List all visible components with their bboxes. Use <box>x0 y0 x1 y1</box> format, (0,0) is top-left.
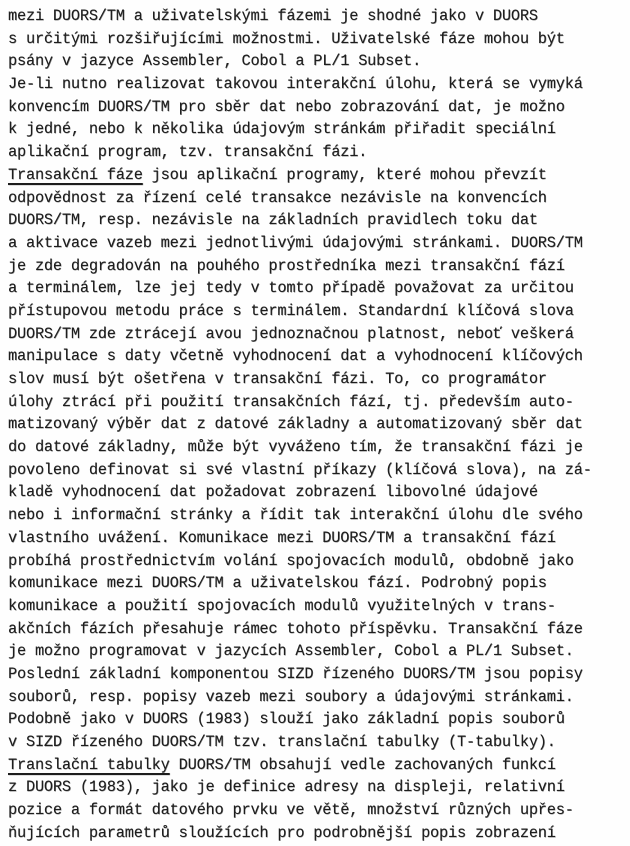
line-text: povoleno definovat si své vlastní příkazy (klíčová slova), na zá- <box>8 460 592 479</box>
line-text: je možno programovat v jazycích Assembler, Cobol a PL/1 Subset. <box>8 642 574 661</box>
line-text: matizovaný výběr dat z datové základny a automatizovaný sběr dat <box>8 415 583 434</box>
text-line <box>8 436 630 459</box>
text-line <box>8 686 630 709</box>
text-line <box>8 118 630 141</box>
text-line <box>8 323 630 346</box>
line-text: nebo i informační stránky a řídit tak interakční úlohu dle svého <box>8 506 583 525</box>
line-text: psány v jazyce Assembler, Cobol a PL/1 Subset. <box>8 52 422 71</box>
text-line <box>8 73 630 96</box>
text-line <box>8 481 630 504</box>
text-line <box>8 255 630 278</box>
line-text: z DUORS (1983), jako je definice adresy na displeji, relativní <box>8 778 565 797</box>
text-line <box>8 413 630 436</box>
line-text: přístupovou metodu práce s terminálem. Standardní klíčová slova <box>8 301 574 320</box>
line-text: kladě vyhodnocení dat požadovat zobrazení libovolné údajové <box>8 483 538 502</box>
line-text: a terminálem, lze jej tedy v tomto případě považovat za určitou <box>8 279 574 298</box>
line-text: do datové základny, může být vyváženo tím, že transakční fázi je <box>8 438 583 457</box>
line-text: k jedné, nebo k několika údajovým stránkám přiřadit speciální <box>8 120 556 139</box>
line-text: mezi DUORS/TM a uživatelskými fázemi je shodné jako v DUORS <box>8 7 538 25</box>
line-text: úlohy ztrácí při použití transakčních fází, tj. především auto- <box>8 392 574 411</box>
text-line <box>8 595 630 618</box>
document-text <box>8 5 630 844</box>
text-line <box>8 391 630 414</box>
line-text: slov musí být ošetřena v transakční fázi. To, co programátor <box>8 370 547 388</box>
text-line <box>8 28 630 51</box>
line-text: odpovědnost za řízení celé transakce nezávisle na konvencích <box>8 188 547 207</box>
text-line <box>8 277 630 300</box>
text-line <box>8 141 630 164</box>
line-text: DUORS/TM zde ztrácejí avou jednoznačnou platnost, neboť veškerá <box>8 324 574 343</box>
text-line <box>8 708 630 731</box>
text-line <box>8 187 630 210</box>
text-line <box>8 640 630 663</box>
text-line <box>8 96 630 119</box>
line-text: komunikace mezi DUORS/TM a uživatelskou fází. Podrobný popis <box>8 574 547 593</box>
text-line <box>8 232 630 255</box>
line-text: s určitými rozšiřujícími možnostmi. Uživatelské fáze mohou být <box>8 29 565 48</box>
line-text: ňujících parametrů sloužících pro podrobnější popis zobrazení <box>8 823 556 842</box>
text-line <box>8 550 630 573</box>
line-text: DUORS/TM, resp. nezávisle na základních pravidlech toku dat <box>8 211 538 230</box>
text-line <box>8 209 630 232</box>
line-text: pozice a formát datového prvku ve větě, množství různých upřes- <box>8 801 574 820</box>
text-line <box>8 822 630 845</box>
text-line <box>8 663 630 686</box>
line-text: jsou aplikační programy, které mohou převzít <box>142 165 547 184</box>
line-text: je zde degradován na pouhého prostředníka mezi transakční fází <box>8 256 565 275</box>
text-line <box>8 527 630 550</box>
underlined-term: Transakční fáze <box>8 165 143 184</box>
line-text: manipulace s daty včetně vyhodnocení dat a vyhodnocení klíčových <box>8 347 583 366</box>
text-line <box>8 459 630 482</box>
line-text: v SIZD řízeného DUORS/TM tzv. translační tabulky (T-tabulky). <box>8 733 556 751</box>
line-text: komunikace a použití spojovacích modulů využitelných v trans- <box>8 596 556 615</box>
line-text: a aktivace vazeb mezi jednotlivými údajovými stránkami. DUORS/TM <box>8 233 583 252</box>
line-text: Je-li nutno realizovat takovou interakční úlohu, která se vymyká <box>8 75 583 94</box>
underlined-term: Translační tabulky <box>8 755 170 774</box>
line-text: Podobně jako v DUORS (1983) slouží jako základní popis souborů <box>8 710 565 729</box>
text-line <box>8 368 630 391</box>
text-line <box>8 504 630 527</box>
text-line <box>8 572 630 595</box>
line-text: aplikační program, tzv. transakční fázi. <box>8 143 368 162</box>
text-line <box>8 754 630 777</box>
line-text: akčních fázích přesahuje rámec tohoto příspěvku. Transakční fáze <box>8 619 583 638</box>
text-line <box>8 50 630 73</box>
text-line <box>8 731 630 754</box>
line-text: Poslední základní komponentou SIZD řízeného DUORS/TM jsou popisy <box>8 664 583 683</box>
text-line <box>8 164 630 187</box>
text-line <box>8 345 630 368</box>
line-text: vlastního uvážení. Komunikace mezi DUORS/TM a transakční fází <box>8 528 556 547</box>
text-line <box>8 776 630 799</box>
text-line <box>8 799 630 822</box>
line-text: konvencím DUORS/TM pro sběr dat nebo zobrazování dat, je možno <box>8 97 565 116</box>
line-text: DUORS/TM obsahují vedle zachovaných funkcí <box>169 755 556 774</box>
line-text: probíhá prostřednictvím volání spojovacích modulů, obdobně jako <box>8 551 574 570</box>
text-line <box>8 5 630 28</box>
line-text: souborů, resp. popisy vazeb mezi soubory a údajovými stránkami. <box>8 687 574 706</box>
text-line <box>8 300 630 323</box>
text-line <box>8 618 630 641</box>
